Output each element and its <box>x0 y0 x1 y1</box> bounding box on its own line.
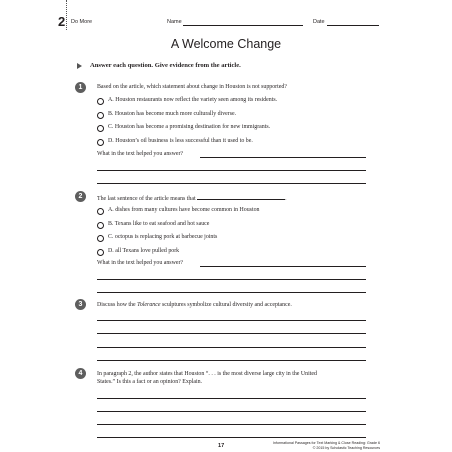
q3-answer-line[interactable] <box>97 320 366 321</box>
q2-option-a-radio[interactable] <box>97 208 104 215</box>
q1-option-a-radio[interactable] <box>97 98 104 105</box>
q1-answer-line[interactable] <box>200 157 366 158</box>
arrow-icon <box>77 63 82 69</box>
q3-answer-line[interactable] <box>97 333 366 334</box>
q1-option-c-radio[interactable] <box>97 125 104 132</box>
footer-copyright: © 2015 by Scholastic Teaching Resources <box>312 445 380 450</box>
q1-answer-line[interactable] <box>97 183 366 184</box>
q1-evidence-prompt: What in the text helped you answer? <box>97 151 184 157</box>
question-3-text-start: Discuss how the <box>97 302 136 308</box>
q1-option-d-radio[interactable] <box>97 139 104 146</box>
unit-name: Do More <box>71 19 93 25</box>
question-3-italic-term: Tolerance <box>137 302 161 308</box>
name-label: Name <box>167 19 182 25</box>
date-field[interactable] <box>327 25 379 26</box>
question-2-end: . <box>285 196 287 202</box>
q2-option-c: C. octopus is replacing pork at barbecue joints <box>108 234 218 240</box>
question-number-1: 1 <box>75 82 86 93</box>
q4-answer-line[interactable] <box>97 411 366 412</box>
question-4-line-2: States.” Is this a fact or an opinion? Explain. <box>97 379 203 385</box>
q2-answer-line[interactable] <box>97 279 366 280</box>
question-number-2: 2 <box>75 191 86 202</box>
q1-option-c: C. Houston has become a promising destination for new immigrants. <box>108 124 271 130</box>
margin-guide <box>66 0 67 30</box>
q2-option-a: A. dishes from many cultures have become common in Houston <box>108 207 260 213</box>
page-number: 17 <box>218 443 225 449</box>
date-label: Date <box>313 19 325 25</box>
q3-answer-line[interactable] <box>97 347 366 348</box>
q1-option-b-radio[interactable] <box>97 112 104 119</box>
question-2-text <box>97 193 367 203</box>
q4-answer-line[interactable] <box>97 437 366 438</box>
q2-option-d: D. all Texans love pulled pork <box>108 248 180 254</box>
q3-answer-line[interactable] <box>97 360 366 361</box>
unit-number: 2 <box>58 14 66 29</box>
instructions: Answer each question. Give evidence from the article. <box>90 62 241 69</box>
q1-option-b: B. Houston has become much more culturally diverse. <box>108 111 237 117</box>
q2-option-c-radio[interactable] <box>97 235 104 242</box>
question-2-stem: The last sentence of the article means that <box>97 196 196 202</box>
q1-option-d: D. Houston’s oil business is less successful than it used to be. <box>108 138 253 144</box>
q1-option-a: A. Houston restaurants now reflect the variety seen among its residents. <box>108 97 278 103</box>
q2-option-b-radio[interactable] <box>97 222 104 229</box>
page-title: A Welcome Change <box>170 37 282 51</box>
question-number-4: 4 <box>75 368 86 379</box>
q2-option-b: B. Texans like to eat seafood and hot sauce <box>108 221 210 227</box>
q2-fill-blank[interactable] <box>197 193 285 200</box>
question-3-text-end: sculptures symbolize cultural diversity and acceptance. <box>161 302 292 308</box>
q2-option-d-radio[interactable] <box>97 249 104 256</box>
q2-answer-line[interactable] <box>97 292 366 293</box>
q2-evidence-prompt: What in the text helped you answer? <box>97 260 184 266</box>
name-field[interactable] <box>183 25 303 26</box>
question-3-text <box>97 301 367 309</box>
q2-answer-line[interactable] <box>200 266 366 267</box>
q1-answer-line[interactable] <box>97 170 366 171</box>
question-number-3: 3 <box>75 299 86 310</box>
question-1-text: Based on the article, which statement about change in Houston is not supported? <box>97 84 287 90</box>
q4-answer-line[interactable] <box>97 424 366 425</box>
footer-book-title: Informational Passages for Text Marking & Close Reading: Grade 6 <box>272 441 380 445</box>
q4-answer-line[interactable] <box>97 398 366 399</box>
question-4-line-1: In paragraph 2, the author states that Houston “. . . is the most diverse large city in the United <box>97 371 317 377</box>
